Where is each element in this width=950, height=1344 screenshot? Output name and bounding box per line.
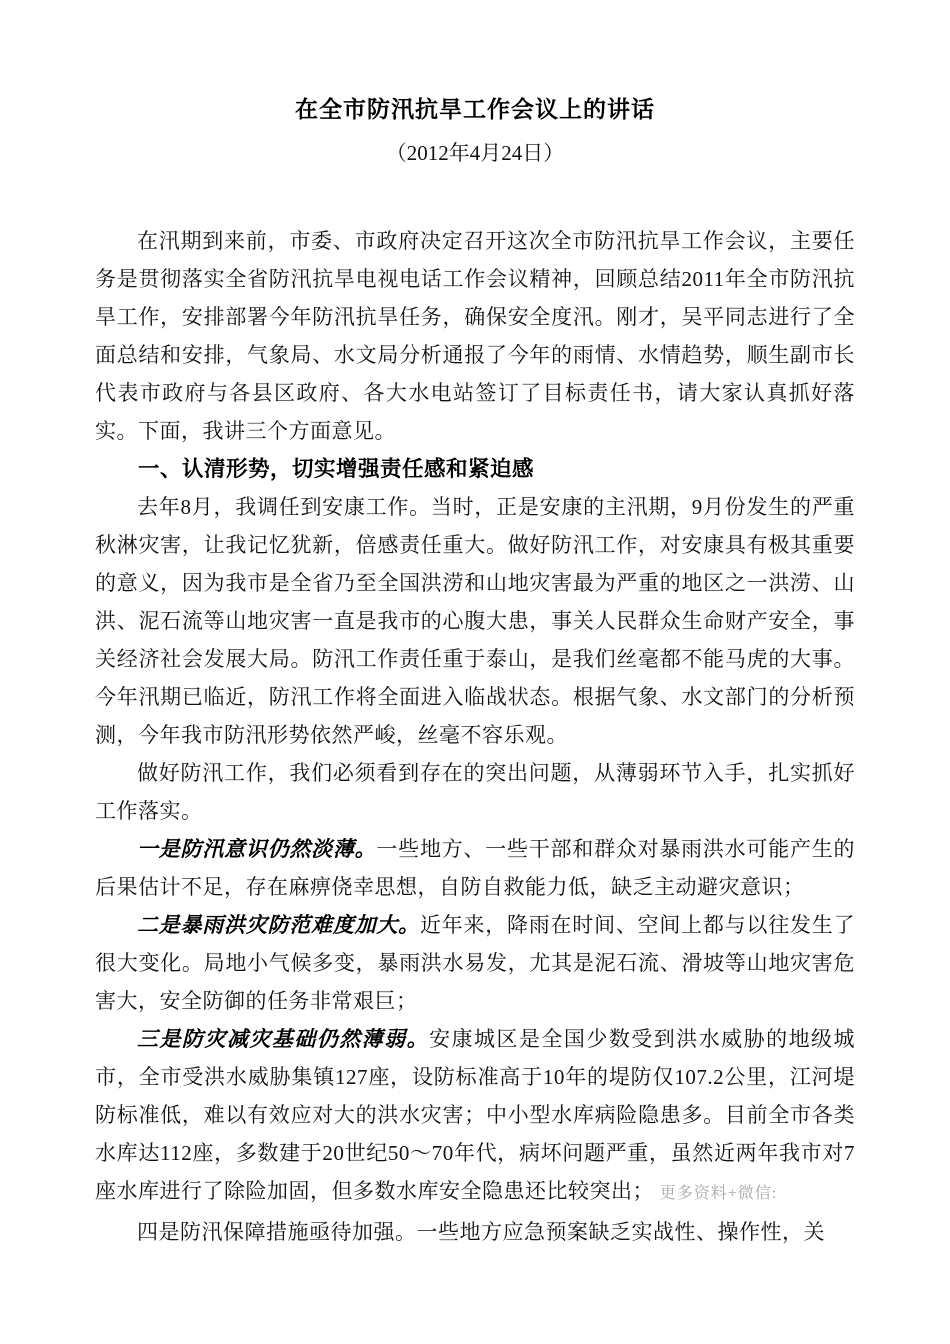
point-2-text: 近年来，降雨在时间、空间上都与以往发生了很大变化。局地小气候多变，暴雨洪水易发，尤其是泥石流、滑坡等山地灾害危害大，安全防御的任务非常艰巨； (95, 913, 855, 1013)
point-3-lead: 三是防灾减灾基础仍然薄弱。 (137, 1027, 430, 1051)
section-heading-1: 一、认清形势，切实增强责任感和紧迫感 (138, 457, 535, 481)
paragraph-situation: 去年8月，我调任到安康工作。当时，正是安康的主汛期，9月份发生的严重秋淋灾害，让我记忆犹新，倍感责任重大。做好防汛工作，对安康具有极其重要的意义，因为我市是全省乃至全国洪涝和山地灾害最为严重的地区之一洪涝、山洪、泥石流等山地灾害一直是我市的心腹大患，事关人民群众生命财产安全，事关经济社会发展大局。防汛工作责任重于泰山，是我们丝毫都不能马虎的大事。今年汛期已临近，防汛工作将全面进入临战状态。根据气象、水文部门的分析预测，今年我市防汛形势依然严峻，丝毫不容乐观。 (95, 495, 855, 747)
watermark-text: 更多资料+微信: (659, 1185, 778, 1202)
point-1-text: 一些地方、一些干部和群众对暴雨洪水可能产生的后果估计不足，存在麻痹侥幸思想，自防自救能力低，缺乏主动避灾意识； (95, 837, 855, 899)
document-date: （2012年4月24日） (385, 141, 565, 165)
document-title: 在全市防汛抗旱工作会议上的讲话 (295, 97, 655, 122)
paragraph-transition: 做好防汛工作，我们必须看到存在的突出问题，从薄弱环节入手，扎实抓好工作落实。 (95, 761, 855, 823)
paragraph-point-2 (95, 906, 855, 1020)
point-2-lead: 二是暴雨洪灾防范难度加大。 (137, 913, 420, 937)
paragraph-point-3 (95, 1020, 855, 1213)
paragraph-point-4: 四是防汛保障措施亟待加强。一些地方应急预案缺乏实战性、操作性，关 (137, 1220, 825, 1244)
paragraph-intro: 在汛期到来前，市委、市政府决定召开这次全市防汛抗旱工作会议，主要任务是贯彻落实全省防汛抗旱电视电话工作会议精神，回顾总结2011年全市防汛抗旱工作，安排部署今年防汛抗旱任务，确保安全度汛。刚才，吴平同志进行了全面总结和安排，气象局、水文局分析通报了今年的雨情、水情趋势，顺生副市长代表市政府与各县区政府、各大水电站签订了目标责任书，请大家认真抓好落实。下面，我讲三个方面意见。 (95, 229, 855, 443)
point-3-text: 安康城区是全国少数受到洪水威胁的地级城市，全市受洪水威胁集镇127座，设防标准高于10年的堤防仅107.2公里，江河堤防标准低，难以有效应对大的洪水灾害；中小型水库病险隐患多。目前全市各类水库达112座，多数建于20世纪50～70年代，病坏问题严重，虽然近两年我市对7座水库进行了除险加固，但多数水库安全隐患还比较突出； (95, 1027, 856, 1203)
point-1-lead: 一是防汛意识仍然淡薄。 (137, 837, 377, 861)
paragraph-point-1 (95, 830, 855, 906)
